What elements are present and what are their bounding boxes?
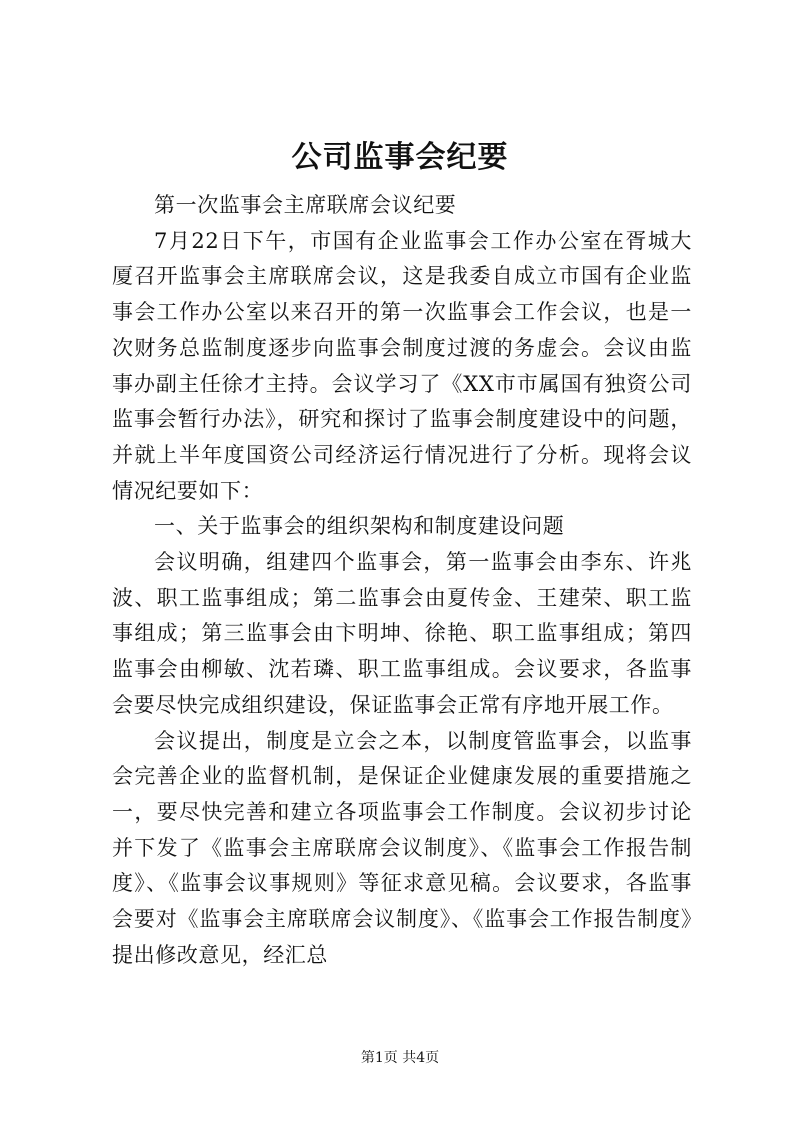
document-body: [112, 188, 692, 973]
subtitle-paragraph: 第一次监事会主席联席会议纪要: [154, 193, 457, 217]
page-footer: 第1页 共4页: [360, 1050, 440, 1066]
intro-paragraph: 7月22日下午，市国有企业监事会工作办公室在胥城大厦召开监事会主席联席会议，这是我委自成立市国有企业监事会工作办公室以来召开的第一次监事会工作会议，也是一次财务总监制度逐步向监事会制度过渡的务虚会。会议由监事办副主任徐才主持。会议学习了《XX市市属国有独资公司监事会暂行办法》，研究和探讨了监事会制度建设中的问题，并就上半年度国资公司经济运行情况进行了分析。现将会议情况纪要如下：: [112, 228, 692, 503]
section-heading: 一、关于监事会的组织架构和制度建设问题: [154, 514, 565, 539]
document-title: 公司监事会纪要: [291, 140, 509, 175]
organization-paragraph: 会议明确，组建四个监事会，第一监事会由李东、许兆波、职工监事组成；第二监事会由夏传金、王建荣、职工监事组成；第三监事会由卞明坤、徐艳、职工监事组成；第四监事会由柳敏、沈若璘、职工监事组成。会议要求，各监事会要尽快完成组织建设，保证监事会正常有序地开展工作。: [112, 550, 692, 717]
system-paragraph: 会议提出，制度是立会之本，以制度管监事会，以监事会完善企业的监督机制，是保证企业健康发展的重要措施之一，要尽快完善和建立各项监事会工作制度。会议初步讨论并下发了《监事会主席联席会议制度》、《监事会工作报告制度》、《监事会议事规则》等征求意见稿。会议要求，各监事会要对《监事会主席联席会议制度》、《监事会工作报告制度》提出修改意见，经汇总: [112, 728, 692, 967]
